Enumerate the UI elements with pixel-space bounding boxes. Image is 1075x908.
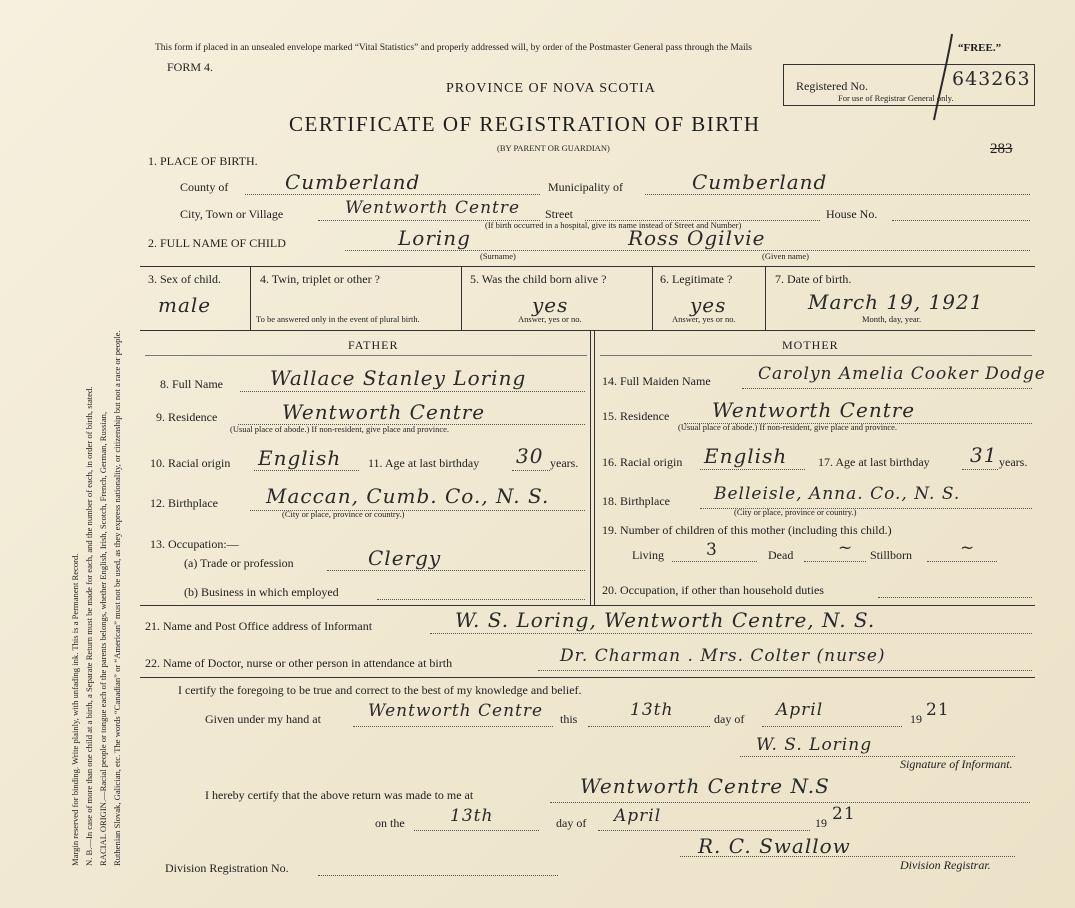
informant-value: W. S. Loring, Wentworth Centre, N. S.	[455, 608, 876, 632]
legitimate-note: Answer, yes or no.	[672, 314, 736, 324]
dob-value: March 19, 1921	[808, 290, 984, 314]
mother-residence: Wentworth Centre	[712, 398, 916, 422]
father-residence-note: (Usual place of abode.) If non-resident, give place and province.	[230, 424, 450, 434]
father-birthplace-note: (City or place, province or country.)	[282, 509, 405, 519]
given-name-caption: (Given name)	[762, 251, 809, 261]
mother-occupation-label: 20. Occupation, if other than household duties	[602, 583, 824, 597]
province-title: PROVINCE OF NOVA SCOTIA	[446, 81, 656, 96]
registrar-place: Wentworth Centre N.S	[580, 774, 830, 798]
registrar-dayof-label: day of	[556, 816, 587, 830]
father-name: Wallace Stanley Loring	[270, 366, 527, 390]
mother-name: Carolyn Amelia Cooker Dodge	[758, 364, 1046, 384]
dob-label: 7. Date of birth.	[775, 272, 852, 286]
dead-value: ~	[838, 538, 854, 558]
division-registrar-caption: Division Registrar.	[900, 858, 991, 872]
registrar-month: April	[614, 806, 662, 826]
registrar-signature: R. C. Swallow	[698, 834, 851, 858]
twin-label: 4. Twin, triplet or other ?	[260, 272, 380, 286]
father-racial-label: 10. Racial origin	[150, 456, 231, 470]
stillborn-value: ~	[960, 538, 976, 558]
alive-note: Answer, yes or no.	[518, 314, 582, 324]
twin-note: To be answered only in the event of plural birth.	[256, 314, 420, 324]
page-title: CERTIFICATE OF REGISTRATION OF BIRTH	[289, 112, 761, 136]
certify-month: April	[776, 700, 824, 720]
mother-residence-note: (Usual place of abode.) If non-resident, give place and province.	[678, 422, 898, 432]
mother-racial: English	[704, 444, 788, 468]
father-header: FATHER	[348, 338, 399, 352]
father-residence: Wentworth Centre	[282, 400, 486, 424]
municipality-value: Cumberland	[692, 170, 828, 194]
children-count-label: 19. Number of children of this mother (including this child.)	[602, 523, 892, 537]
legitimate-value: yes	[690, 293, 727, 317]
mother-age: 31	[970, 443, 998, 467]
living-label: Living	[632, 548, 664, 562]
father-years: years.	[550, 456, 579, 470]
side-note-nb: N. B.—In case of more than one child at a birth, a Separate Return must be made for each, and the number of each, in order of birth, stated.	[84, 386, 94, 866]
county-label: County of	[180, 180, 229, 194]
mother-name-label: 14. Full Maiden Name	[602, 374, 711, 388]
given-under-label: Given under my hand at	[205, 712, 321, 726]
certify-day: 13th	[630, 700, 674, 720]
trade-label: (a) Trade or profession	[184, 556, 294, 570]
father-racial: English	[258, 446, 342, 470]
father-birthplace-label: 12. Birthplace	[150, 496, 218, 510]
form-number: FORM 4.	[167, 60, 214, 74]
city-value: Wentworth Centre	[345, 198, 521, 218]
informant-signature: W. S. Loring	[756, 735, 873, 755]
father-birthplace: Maccan, Cumb. Co., N. S.	[266, 484, 550, 508]
sex-value: male	[158, 293, 212, 317]
free-label: “FREE.”	[958, 42, 1002, 54]
mother-age-label: 17. Age at last birthday	[818, 455, 930, 469]
city-label: City, Town or Village	[180, 207, 284, 221]
signature-caption: Signature of Informant.	[900, 757, 1013, 771]
registrar-use-note: For use of Registrar General only.	[838, 93, 954, 103]
father-occupation-label: 13. Occupation:—	[150, 537, 239, 551]
side-note-racial: RACIAL ORIGIN.—Racial people or tongue each of the parents belongs, whether English, Irish, Scotch, French, German, Russian,	[98, 411, 108, 866]
registrar-statement: I hereby certify that the above return was made to me at	[205, 788, 474, 802]
division-registration-label: Division Registration No.	[165, 861, 289, 875]
side-note-binding: Margin reserved for binding. Write plainly, with unfading ink. This is a Permanent Record.	[70, 553, 80, 866]
business-label: (b) Business in which employed	[184, 585, 339, 599]
mother-birthplace: Belleisle, Anna. Co., N. S.	[714, 484, 961, 504]
on-the-label: on the	[375, 816, 405, 830]
sex-label: 3. Sex of child.	[148, 272, 221, 286]
side-note-racial-cont: Ruthenian Slovak, Galician, etc. The words “Canadian” or “American” must not be used, as they express nationality, or citizenship but not a race or people.	[112, 330, 122, 866]
father-age: 30	[516, 444, 544, 468]
legitimate-label: 6. Legitimate ?	[660, 272, 733, 286]
registrar-day: 13th	[450, 806, 494, 826]
mother-birthplace-note: (City or place, province or country.)	[734, 507, 857, 517]
living-value: 3	[706, 540, 718, 560]
mother-residence-label: 15. Residence	[602, 409, 670, 423]
registered-number: 643263	[952, 68, 1031, 90]
corner-number: 283	[990, 141, 1013, 157]
page-subtitle: (BY PARENT OR GUARDIAN)	[497, 143, 610, 153]
registered-label: Registered No.	[796, 79, 868, 93]
place-of-birth-label: 1. PLACE OF BIRTH.	[148, 154, 258, 168]
municipality-label: Municipality of	[548, 180, 623, 194]
pen-stroke-mark	[928, 30, 958, 125]
this-label: this	[560, 712, 578, 726]
county-value: Cumberland	[285, 170, 421, 194]
certify-dayof-label: day of	[714, 712, 745, 726]
mother-racial-label: 16. Racial origin	[602, 455, 683, 469]
mother-birthplace-label: 18. Birthplace	[602, 494, 670, 508]
dead-label: Dead	[768, 548, 794, 562]
hospital-note: (If birth occurred in a hospital, give its name instead of Street and Number)	[485, 220, 742, 230]
child-surname: Loring	[398, 226, 471, 250]
alive-value: yes	[532, 293, 569, 317]
father-residence-label: 9. Residence	[156, 410, 218, 424]
certify-year-prefix: 19	[910, 712, 922, 726]
father-name-label: 8. Full Name	[160, 377, 223, 391]
certify-year: 21	[926, 700, 950, 720]
street-label: Street	[545, 207, 573, 221]
alive-label: 5. Was the child born alive ?	[470, 272, 607, 286]
mother-header: MOTHER	[782, 338, 839, 352]
registrar-year-prefix: 19	[815, 816, 827, 830]
stillborn-label: Stillborn	[870, 548, 913, 562]
house-label: House No.	[826, 207, 878, 221]
doctor-label: 22. Name of Doctor, nurse or other person in attendance at birth	[145, 656, 453, 670]
mail-notice: This form if placed in an unsealed envelope marked “Vital Statistics” and properly addressed will, by order of the Postmaster General pass through the Mails	[155, 43, 752, 53]
child-given-name: Ross Ogilvie	[628, 226, 766, 250]
certify-statement: I certify the foregoing to be true and correct to the best of my knowledge and belief.	[178, 683, 582, 697]
child-name-label: 2. FULL NAME OF CHILD	[148, 236, 286, 250]
surname-caption: (Surname)	[480, 251, 516, 261]
mother-years: years.	[999, 455, 1028, 469]
father-age-label: 11. Age at last birthday	[368, 456, 480, 470]
informant-label: 21. Name and Post Office address of Informant	[145, 619, 373, 633]
dob-note: Month, day, year.	[862, 314, 922, 324]
trade-value: Clergy	[368, 546, 442, 570]
certify-place: Wentworth Centre	[368, 701, 544, 721]
doctor-value: Dr. Charman . Mrs. Colter (nurse)	[560, 646, 886, 666]
registrar-year: 21	[832, 804, 856, 824]
